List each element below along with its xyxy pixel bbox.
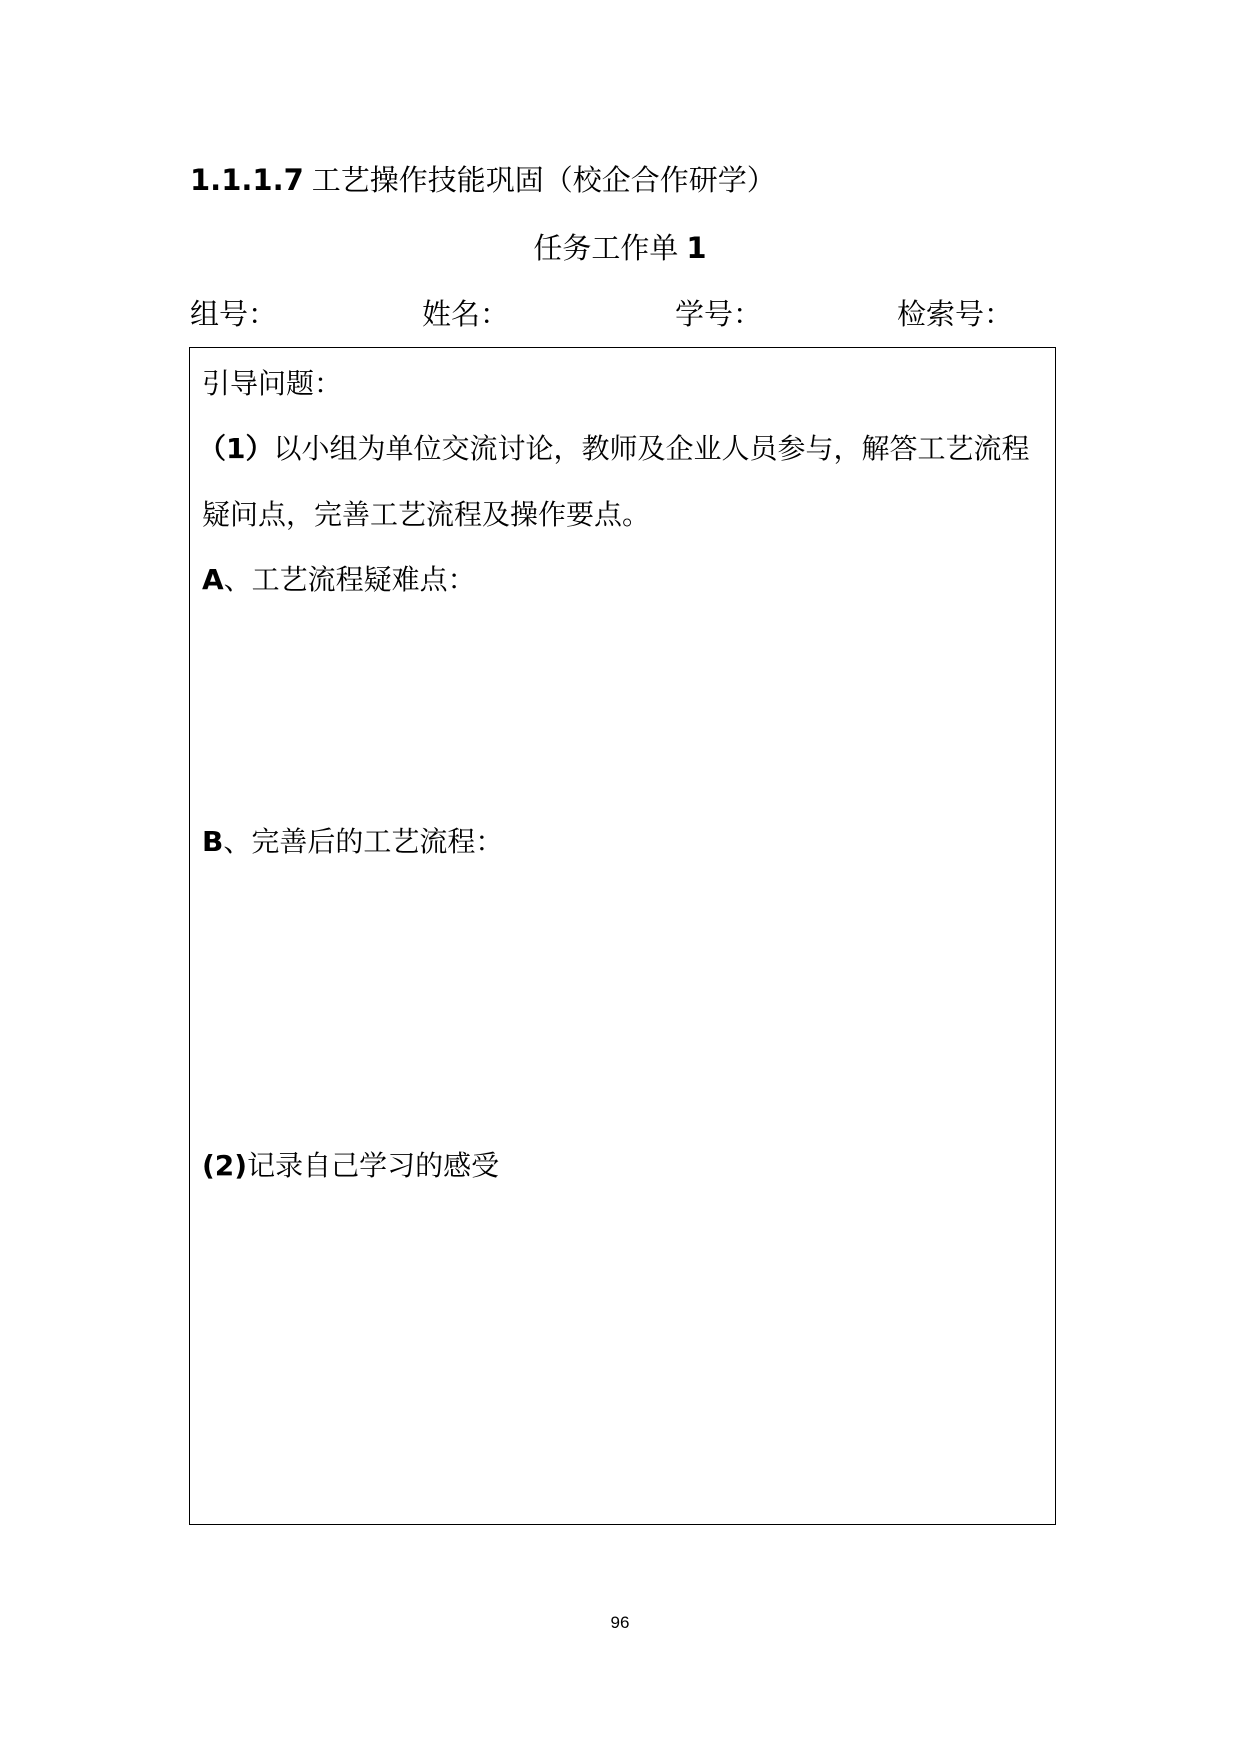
section-title: 工艺操作技能巩固（校企合作研学） (311, 163, 776, 197)
section-number: 1.1.1.7 (190, 163, 304, 197)
question-1-number: （1） (198, 432, 274, 465)
question-2-text: 记录自己学习的感受 (247, 1149, 500, 1182)
item-b-letter: B (202, 825, 224, 858)
item-a-label (202, 560, 476, 600)
question-1-line-2: 疑问点，完善工艺流程及操作要点。 (202, 498, 651, 531)
question-2-number: (2) (202, 1149, 248, 1182)
worksheet-title (0, 228, 1240, 268)
guide-question-label: 引导问题： (202, 367, 343, 400)
item-a-letter: A (202, 563, 224, 596)
student-id-field: 学号： (675, 297, 763, 331)
item-a-text: 、工艺流程疑难点： (223, 563, 476, 596)
worksheet-title-text: 任务工作单 (533, 231, 679, 265)
question-1-text: 以小组为单位交流讨论，教师及企业人员参与，解答工艺流程 (273, 432, 1030, 465)
section-heading (190, 160, 776, 200)
worksheet-title-number: 1 (686, 231, 707, 265)
question-1-line-1 (198, 429, 1030, 469)
name-field: 姓名： (422, 297, 510, 331)
index-number-field: 检索号： (897, 297, 1014, 331)
page-number: 96 (610, 1613, 630, 1632)
item-b-text: 、完善后的工艺流程： (223, 825, 504, 858)
question-2-label (202, 1146, 499, 1186)
task-box (189, 347, 1056, 1525)
group-number-field: 组号： (190, 297, 278, 331)
item-b-label (202, 822, 503, 862)
